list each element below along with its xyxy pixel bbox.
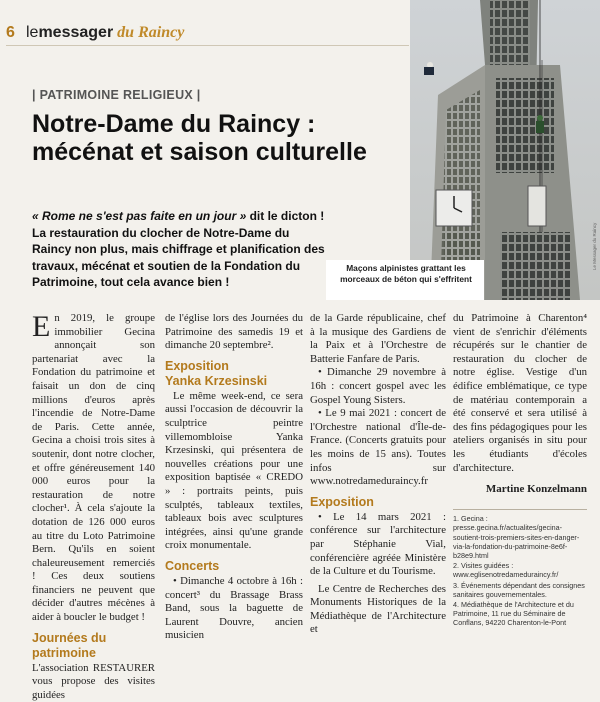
footnote-divider — [453, 509, 587, 510]
bell-tower-photo — [410, 0, 600, 300]
masthead-main: messager — [38, 24, 114, 41]
author-signature: Martine Konzelmann — [485, 483, 587, 496]
col1-paragraph-1: n 2019, le groupe immobilier Gecina annonçait son partenariat avec la Fondation du patrimoine et faisait un don de cinq millions d'euros après l'incendie de Notre-Dame de Paris. Cette année, Gecina a choisi trois sites à soutenir, dont notre clocher, et offre généreusement 140 000 euros pour la restauration de notre clocher¹. À cela s'ajoute la dotation de 126 000 euros au titre du Loto Patrimoine Bern. Qu'ils en soient chaleureusement remerciés ! Ces deux soutiens financiers ne peuvent que décider d'autres mécènes à aider à boucler le budget ! — [32, 312, 155, 624]
section-rubric: | PATRIMOINE RELIGIEUX | — [32, 88, 201, 102]
col2-paragraph-2: Le même week-end, ce sera aussi l'occasion de découvrir la sculptrice peintre villemombloise Yanka Krzesinski, qui présentera de nouvelles créations pour une exposition baptisée « CREDO » : portraits peints, puis sculptés, tableaux textiles, tableaux bois avec sculptures intégrées, ainsi qu'une grande croix monumentale. — [165, 389, 303, 552]
column-2 — [165, 312, 303, 643]
col2-paragraph-3: • Dimanche 4 octobre à 16h : concert³ du Brassage Brass Band, sous la baguette de Laurent Douvre, ancien musicien — [165, 574, 303, 642]
column-4 — [453, 312, 587, 629]
subhead-exposition-2: Exposition — [310, 494, 374, 509]
masthead — [26, 24, 184, 42]
column-3 — [310, 312, 446, 637]
page-number: 6 — [6, 24, 15, 41]
article-lead — [32, 208, 332, 291]
lead-quote: « Rome ne s'est pas faite en un jour » — [32, 209, 247, 223]
subhead-concerts: Concerts — [165, 558, 220, 573]
bell-tower-image — [410, 0, 600, 300]
col1-paragraph-2: L'association RESTAURER vous propose des visites guidées — [32, 661, 155, 701]
col2-paragraph-1: de l'église lors des Journées du Patrimoine des samedis 19 et dimanche 20 septembre². — [165, 312, 303, 352]
footnote-1: 1. Gecina : presse.gecina.fr/actualites/gecina-soutient-trois-premiers-sites-en-danger-via-la-fondation-du-patrimoine-8e6f-b28e9.html — [453, 514, 580, 560]
subhead-journees: Journées du patrimoine — [32, 630, 107, 660]
photo-caption: Maçons alpinistes grattant les morceaux de béton qui s'effritent — [340, 263, 472, 284]
subhead-exposition-line2: Yanka Krzesinski — [165, 373, 268, 388]
header-divider — [6, 45, 409, 46]
lead-text: dit le dicton ! La restauration du clocher de Notre-Dame du Raincy non plus, mais chiffrage et planification des travaux, mécénat et soutien de la Fondation du Patrimoine, tout cela avance bien ! — [32, 209, 325, 289]
article-title: Notre-Dame du Raincy : mécénat et saison culturelle — [32, 110, 367, 166]
column-1 — [32, 312, 155, 702]
col3-paragraph-2: • Dimanche 29 novembre à 16h : concert gospel avec les Gospel Young Sisters. — [310, 366, 446, 406]
footnote-3: 3. Événements dépendant des consignes sanitaires gouvernementales. — [453, 580, 585, 599]
subhead-exposition-line1: Exposition — [165, 358, 229, 373]
footnote-4: 4. Médiathèque de l'Architecture et du Patrimoine, 11 rue du Séminaire de Conflans, 94220 Charenton-le-Pont — [453, 599, 574, 628]
subhead-exposition — [165, 359, 303, 389]
footnote-2: 2. Visites guidées : www.eglisenotredameduraincy.fr/ — [453, 561, 559, 580]
col3-paragraph-1: de la Garde républicaine, chef à la musique des Gardiens de la Paix et à l'Orchestre de Batterie Fanfare de Paris. — [310, 312, 446, 365]
col3-paragraph-4: • Le 14 mars 2021 : conférence sur l'architecture par Stéphanie Vial, conférencière agréée Ministère de la Culture et du Tourisme. — [310, 510, 446, 578]
col4-paragraph-1: du Patrimoine à Charenton⁴ vient de s'enrichir d'éléments récupérés sur le chantier de restauration du clocher de notre église. Vestige d'un édifice emblématique, ce type de matériau contemporain a été conservé et sera utilisé à des fins pédagogiques pour les ateliers organisés in situ pour les étudiants d'écoles d'architecture. — [453, 312, 587, 474]
col3-paragraph-5: Le Centre de Recherches des Monuments Historiques de la Médiathèque de l'Architecture et — [310, 582, 446, 636]
col3-paragraph-3: • Le 9 mai 2021 : concert de l'Orchestre national d'Île-de-France. (Concerts gratuits pour les moins de 15 ans). Toutes infos sur www.notredameduraincy.fr — [310, 407, 446, 488]
footnotes — [453, 514, 587, 627]
masthead-italic: du Raincy — [113, 24, 185, 41]
photo-credit: Le Messager du Raincy — [592, 222, 597, 270]
drop-cap: E — [32, 310, 51, 343]
masthead-prefix: le — [26, 24, 39, 41]
